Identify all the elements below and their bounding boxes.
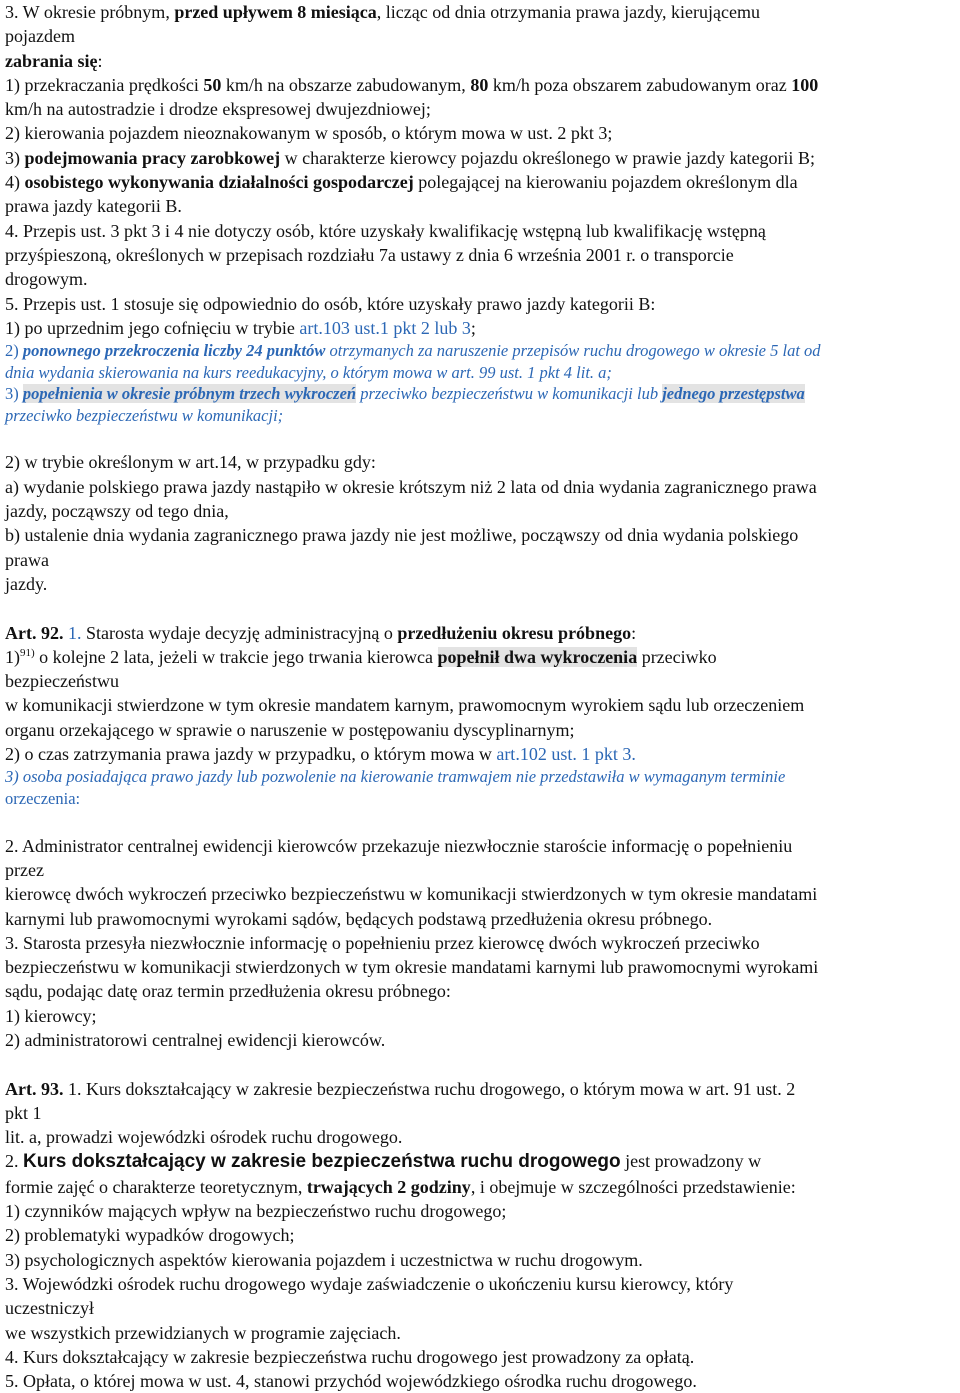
text-span: 2) o czas zatrzymania prawa jazdy w przypadku, o którym mowa w: [5, 744, 497, 765]
text-span: 3): [5, 147, 25, 168]
text-line: [5, 1125, 957, 1149]
text-line: [5, 1028, 957, 1052]
text-span: lit. a, prowadzi wojewódzki ośrodek ruchu drogowego.: [5, 1127, 403, 1148]
text-span: , licząc od dnia otrzymania prawa jazdy, kierującemu: [376, 2, 760, 22]
text-line: [5, 1321, 957, 1345]
text-span: 2. Administrator centralnej ewidencji kierowców przekazuje niezwłocznie staroście informację o popełnieniu: [5, 835, 793, 856]
text-line: [5, 788, 957, 810]
text-span: Art. 93.: [5, 1078, 64, 1099]
reference-text: 2): [5, 341, 23, 361]
reference-text: przeciwko bezpieczeństwu w komunikacji;: [5, 405, 284, 425]
text-span: 1): [5, 646, 20, 667]
text-span: a) wydanie polskiego prawa jazdy nastąpiło w okresie krótszym niż 2 lata od dnia wydania zagranicznego prawa: [5, 476, 817, 497]
text-span: formie zajęć o charakterze teoretycznym,: [5, 1176, 307, 1197]
text-line: [5, 267, 957, 291]
reference-text: przeciwko bezpieczeństwu w komunikacji lub: [356, 384, 663, 404]
text-line: [5, 121, 957, 145]
text-line: [5, 621, 957, 645]
text-span: o kolejne 2 lata, jeżeli w trakcie jego trwania kierowca: [34, 646, 438, 667]
text-span: drogowym.: [5, 269, 88, 290]
text-line: [5, 834, 957, 858]
text-line: [5, 548, 957, 572]
text-line: [5, 742, 957, 766]
text-line: [5, 1199, 957, 1223]
text-line: [5, 523, 957, 547]
text-line: [5, 340, 957, 362]
text-line: [5, 718, 957, 742]
reference-text: 3) osoba posiadająca prawo jazdy lub pozwolenie na kierowanie tramwajem nie przedstawiła w wymaganym terminie: [5, 767, 786, 787]
text-span: Starosta wydaje decyzję administracyjną o: [81, 622, 398, 643]
text-span: przyśpieszoną, określonych w przepisach rozdziału 7a ustawy z dnia 6 września 2001 r. o transporcie: [5, 244, 734, 265]
text-span: karnymi lub prawomocnymi wyrokami sądów, będących podstawą przedłużenia okresu próbnego.: [5, 908, 713, 929]
text-span: przez: [5, 859, 44, 880]
text-span: 50: [203, 74, 222, 95]
text-span: :: [631, 622, 637, 643]
text-span: 1) kierowcy;: [5, 1005, 97, 1026]
text-span: 80: [470, 74, 489, 95]
text-line: [5, 499, 957, 523]
text-span: 5. Przepis ust. 1 stosuje się odpowiednio do osób, które uzyskały prawo jazdy kategorii B:: [5, 293, 656, 314]
text-line: [5, 858, 957, 882]
text-line: [5, 907, 957, 931]
text-span: osobistego wykonywania działalności gospodarczej: [24, 172, 414, 193]
blank-line: [5, 426, 957, 450]
text-span: prawa jazdy kategorii B.: [5, 196, 182, 217]
text-line: [5, 1296, 957, 1320]
text-line: [5, 1175, 957, 1199]
text-line: [5, 170, 957, 194]
text-line: [5, 146, 957, 170]
text-span: 2) w trybie określonym w art.14, w przypadku gdy:: [5, 452, 376, 473]
text-line: [5, 955, 957, 979]
text-span: 3) psychologicznych aspektów kierowania pojazdem i uczestnictwa w ruchu drogowym.: [5, 1249, 643, 1270]
text-line: [5, 362, 957, 384]
text-line: [5, 882, 957, 906]
reference-text: dnia wydania skierowania na kurs reedukacyjny, o którym mowa w art. 99 ust. 1 pkt 4 lit. a;: [5, 362, 612, 382]
text-span: podejmowania pracy zarobkowej: [24, 147, 281, 168]
blank-line: [5, 596, 957, 620]
text-span: 2.: [5, 1151, 23, 1172]
text-span: organu orzekającego w sprawie o naruszenie w postępowaniu dyscyplinarnym;: [5, 719, 575, 740]
text-span: Art. 92.: [5, 622, 64, 643]
reference-text: popełnienia w okresie próbnym trzech wykroczeń: [22, 384, 357, 404]
text-line: [5, 1369, 957, 1393]
text-span: 3. Wojewódzki ośrodek ruchu drogowego wydaje zaświadczenie o ukończeniu kursu kierowcy, który: [5, 1273, 734, 1294]
reference-text: jednego przestępstwa: [662, 384, 805, 404]
text-span: pojazdem: [5, 26, 75, 47]
reference-text: art.102 ust. 1 pkt 3.: [496, 744, 636, 765]
text-span: 3. Starosta przesyła niezwłocznie informację o popełnieniu przez kierowcę dwóch wykroczeń przeciwko: [5, 932, 760, 953]
text-span: jazdy, począwszy od tego dnia,: [5, 501, 229, 522]
text-line: [5, 1345, 957, 1369]
text-line: [5, 645, 957, 669]
text-span: ;: [470, 317, 476, 338]
text-span: 2) administratorowi centralnej ewidencji kierowców.: [5, 1029, 386, 1050]
reference-text: orzeczenia:: [5, 788, 81, 808]
text-span: 1) czynników mających wpływ na bezpieczeństwo ruchu drogowego;: [5, 1201, 507, 1222]
text-span: uczestniczył: [5, 1298, 94, 1319]
text-line: [5, 1101, 957, 1125]
text-span: kierowcę dwóch wykroczeń przeciwko bezpieczeństwu w komunikacji stwierdzonych w tym okresie mandatami: [5, 884, 818, 905]
text-line: [5, 979, 957, 1003]
text-line: [5, 243, 957, 267]
text-line: [5, 97, 957, 121]
text-line: [5, 931, 957, 955]
text-line: [5, 292, 957, 316]
text-line: [5, 1077, 957, 1101]
text-span: km/h poza obszarem zabudowanym oraz: [488, 74, 792, 95]
reference-text: art.103 ust.1 pkt 2 lub 3: [299, 317, 471, 338]
text-line: [5, 383, 957, 405]
text-line: [5, 669, 957, 693]
text-line: [5, 693, 957, 717]
text-span: 2) problematyki wypadków drogowych;: [5, 1225, 295, 1246]
text-span: 1. Kurs dokształcający w zakresie bezpieczeństwa ruchu drogowego, o którym mowa w art. 91 ust. 2: [63, 1078, 796, 1099]
text-line: [5, 73, 957, 97]
text-span: 1) przekraczania prędkości: [5, 74, 204, 95]
reference-text: otrzymanych za naruszenie przepisów ruchu drogowego w okresie 5 lat od: [325, 341, 821, 361]
text-span: 4. Przepis ust. 3 pkt 3 i 4 nie dotyczy osób, które uzyskały kwalifikację wstępną lub kwalifikację wstępną: [5, 220, 766, 241]
text-span: popełnił dwa wykroczenia: [437, 646, 638, 667]
text-line: [5, 1223, 957, 1247]
text-span: 4): [5, 172, 25, 193]
text-span: zabrania się: [5, 50, 98, 71]
text-line: [5, 766, 957, 788]
text-line: [5, 0, 957, 24]
text-line: [5, 1004, 957, 1028]
reference-text: 1.: [67, 622, 82, 643]
text-line: [5, 1149, 957, 1174]
text-line: [5, 24, 957, 48]
blank-line: [5, 1052, 957, 1076]
text-span: km/h na autostradzie i drodze ekspresowej dwujezdniowej;: [5, 99, 431, 120]
text-span: sądu, podając datę oraz termin przedłużenia okresu próbnego:: [5, 981, 451, 1002]
blank-line: [5, 809, 957, 833]
text-line: [5, 194, 957, 218]
text-span: Kurs dokształcający w zakresie bezpieczeństwa ruchu drogowego: [23, 1151, 621, 1173]
text-span: , i obejmuje w szczególności przedstawienie:: [470, 1176, 796, 1197]
text-span: prawa: [5, 549, 49, 570]
text-span: jest prowadzony w: [620, 1151, 762, 1172]
text-span: b) ustalenie dnia wydania zagranicznego prawa jazdy nie jest możliwe, począwszy od dnia wydania polskiego: [5, 525, 799, 546]
text-line: [5, 1272, 957, 1296]
text-span: km/h na obszarze zabudowanym,: [221, 74, 471, 95]
reference-text: ponownego przekroczenia liczby 24 punktów: [22, 341, 326, 361]
text-span: 3. W okresie próbnym,: [5, 2, 175, 22]
text-span: bezpieczeństwu: [5, 671, 119, 692]
text-span: w charakterze kierowcy pojazdu określonego w prawie jazdy kategorii B;: [280, 147, 815, 168]
text-span: 1) po uprzednim jego cofnięciu w trybie: [5, 317, 300, 338]
footnote-marker: 91): [20, 646, 35, 659]
text-line: [5, 475, 957, 499]
text-span: 2) kierowania pojazdem nieoznakowanym w sposób, o którym mowa w ust. 2 pkt 3;: [5, 123, 613, 144]
text-line: [5, 219, 957, 243]
text-line: [5, 316, 957, 340]
text-line: [5, 450, 957, 474]
text-span: w komunikacji stwierdzone w tym okresie mandatem karnym, prawomocnym wyrokiem sądu lub orzeczeniem: [5, 695, 805, 716]
text-span: przedłużeniu okresu próbnego: [397, 622, 632, 643]
text-span: przeciwko: [637, 646, 717, 667]
text-line: [5, 405, 957, 427]
text-span: jazdy.: [5, 573, 48, 594]
text-line: [5, 572, 957, 596]
text-line: [5, 49, 957, 73]
reference-text: 3): [5, 384, 23, 404]
text-span: trwających 2 godziny: [306, 1176, 471, 1197]
text-span: we wszystkich przewidzianych w programie zajęciach.: [5, 1322, 401, 1343]
text-span: :: [97, 50, 103, 71]
text-span: 100: [791, 74, 819, 95]
text-line: [5, 1248, 957, 1272]
text-span: pkt 1: [5, 1102, 42, 1123]
text-span: polegającej na kierowaniu pojazdem określonym dla: [413, 172, 798, 193]
text-span: bezpieczeństwu w komunikacji stwierdzonych w tym okresie mandatami karnymi lub prawomocnymi wyrokami: [5, 957, 819, 978]
text-span: przed upływem 8 miesiąca: [174, 2, 377, 22]
text-span: 5. Opłata, o której mowa w ust. 4, stanowi przychód wojewódzkiego ośrodka ruchu drogowego.: [5, 1371, 697, 1392]
text-span: 4. Kurs dokształcający w zakresie bezpieczeństwa ruchu drogowego jest prowadzony za opłatą.: [5, 1346, 695, 1367]
